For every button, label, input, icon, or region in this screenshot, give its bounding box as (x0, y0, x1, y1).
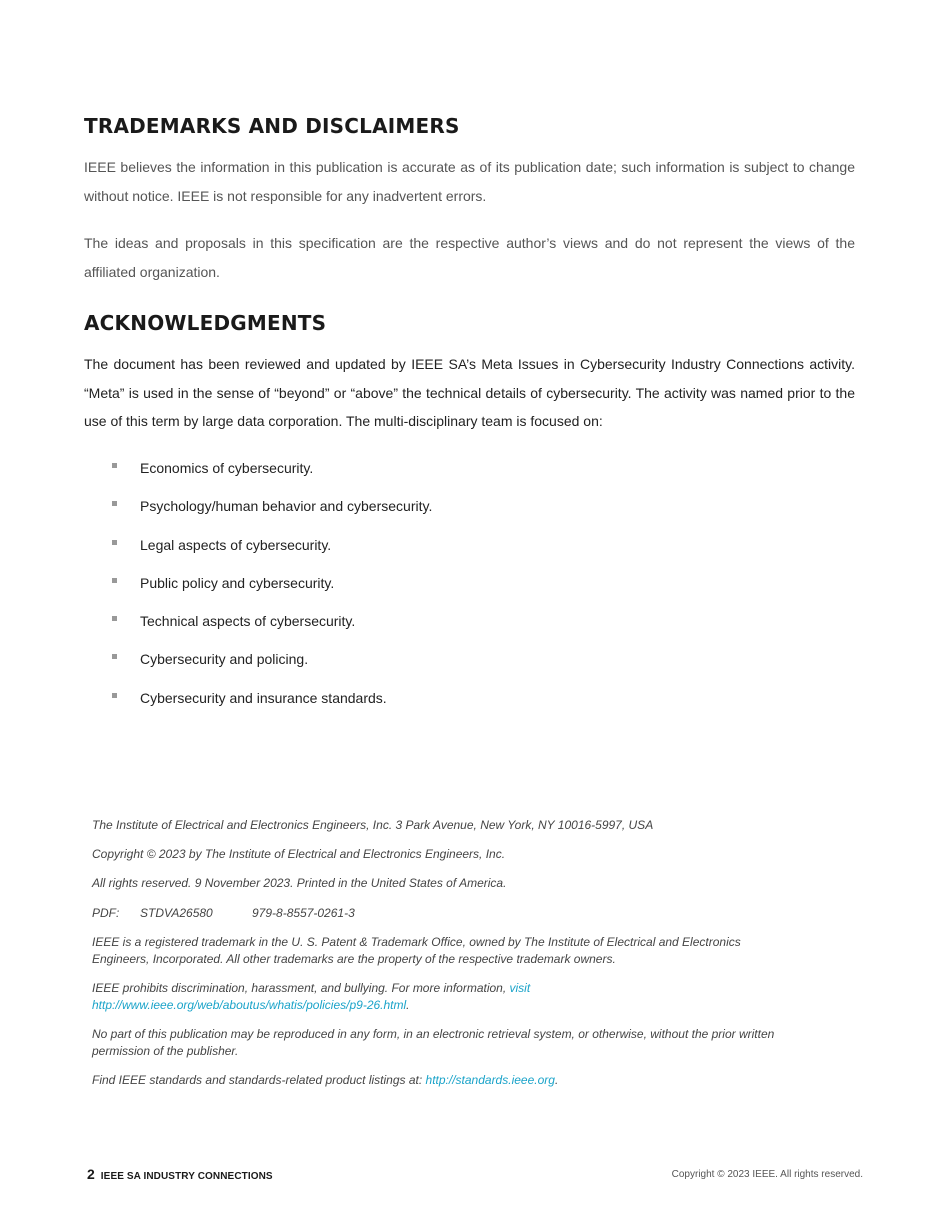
standards-notice (92, 1072, 792, 1089)
square-bullet-icon (112, 501, 117, 506)
pdf-code: STDVA26580 (140, 906, 213, 920)
focus-area-list (112, 454, 432, 722)
publisher-rights: All rights reserved. 9 November 2023. Printed in the United States of America. (92, 876, 507, 890)
publisher-copyright: Copyright © 2023 by The Institute of Electrical and Electronics Engineers, Inc. (92, 847, 506, 861)
page-footer-left (87, 1166, 273, 1182)
list-item-text: Legal aspects of cybersecurity. (140, 536, 332, 553)
list-item-text: Cybersecurity and policing. (140, 651, 309, 668)
list-item (112, 684, 432, 722)
discrimination-text: IEEE prohibits discrimination, harassment, and bullying. For more information, (92, 981, 510, 995)
square-bullet-icon (112, 463, 117, 468)
isbn-number: 979-8-8557-0261-3 (252, 906, 355, 920)
list-item (112, 569, 432, 607)
trademarks-heading: TRADEMARKS AND DISCLAIMERS (84, 114, 460, 138)
square-bullet-icon (112, 578, 117, 583)
list-item (112, 492, 432, 530)
discrimination-notice (92, 980, 792, 1014)
acknowledgments-paragraph: The document has been reviewed and updated by IEEE SA’s Meta Issues in Cybersecurity Industry Connections activity. “Meta” is used in the sense of “beyond” or “above” the technical details of cybersecurity. The activity was named prior to the use of this term by large data corporation. The multi-disciplinary team is focused on: (84, 356, 855, 429)
policy-link[interactable]: visit http://www.ieee.org/web/aboutus/whatis/policies/p9-26.html (92, 981, 531, 1012)
standards-link[interactable]: http://standards.ieee.org (425, 1073, 555, 1087)
list-item-text: Public policy and cybersecurity. (140, 574, 335, 591)
list-item-text: Cybersecurity and insurance standards. (140, 689, 387, 706)
pdf-identifiers (92, 905, 792, 922)
trademark-notice: IEEE is a registered trademark in the U. S. Patent & Trademark Office, owned by The Institute of Electrical and Electronics Engineers, Incorporated. All other trademarks are the property of the respective trademark owners. (92, 935, 741, 966)
discrimination-end: . (406, 998, 410, 1012)
list-item-text: Economics of cybersecurity. (140, 460, 314, 476)
page-number: 2 (87, 1166, 95, 1182)
standards-text: Find IEEE standards and standards-related product listings at: (92, 1073, 426, 1087)
square-bullet-icon (112, 693, 117, 698)
list-item-text: Psychology/human behavior and cybersecurity. (140, 498, 433, 515)
footer-org-name: IEEE SA INDUSTRY CONNECTIONS (100, 1171, 273, 1182)
pdf-label: PDF: (92, 906, 120, 920)
reproduction-notice: No part of this publication may be reproduced in any form, in an electronic retrieval system, or otherwise, without the prior written permission of the publisher. (92, 1027, 775, 1058)
publisher-address: The Institute of Electrical and Electronics Engineers, Inc. 3 Park Avenue, New York, NY 10016-5997, USA (92, 818, 654, 832)
list-item (112, 645, 432, 683)
list-item (112, 531, 432, 569)
square-bullet-icon (112, 540, 117, 545)
square-bullet-icon (112, 616, 117, 621)
trademarks-paragraph-2: The ideas and proposals in this specification are the respective author’s views and do not represent the views of the affiliated organization. (84, 235, 855, 280)
square-bullet-icon (112, 654, 117, 659)
list-item (112, 607, 432, 645)
standards-end: . (554, 1073, 559, 1087)
list-item (112, 454, 432, 492)
list-item-text: Technical aspects of cybersecurity. (140, 613, 356, 630)
acknowledgments-heading: ACKNOWLEDGMENTS (84, 311, 327, 335)
footer-copyright: Copyright © 2023 IEEE. All rights reserved. (671, 1169, 863, 1180)
trademarks-paragraph-1: IEEE believes the information in this publication is accurate as of its publication date; such information is subject to change without notice. IEEE is not responsible for any inadvertent errors. (84, 159, 855, 204)
